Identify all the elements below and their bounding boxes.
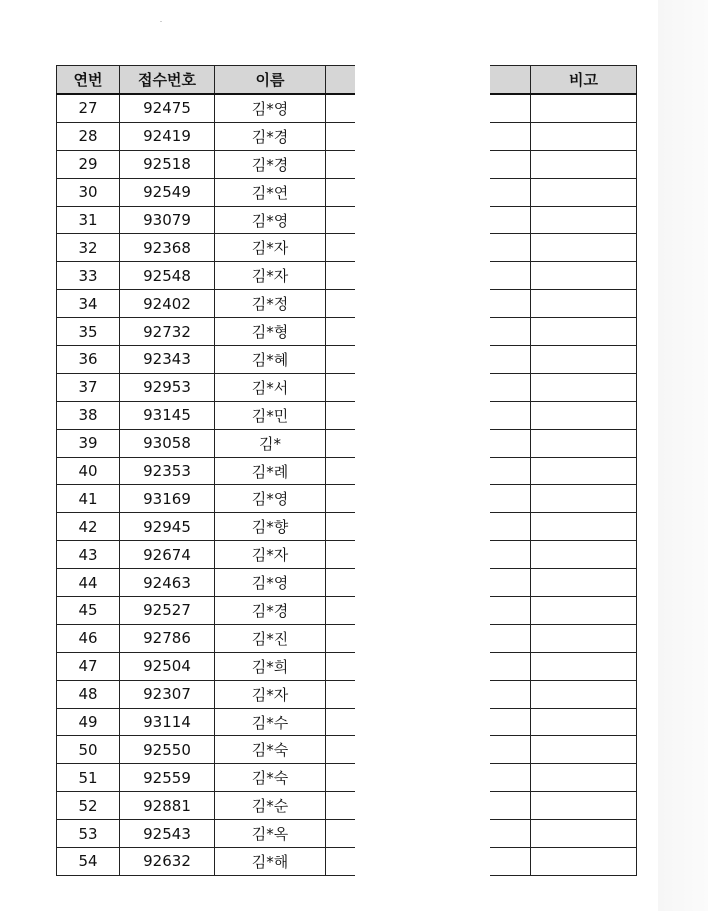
- cell-name: 김*영: [215, 206, 326, 234]
- cell-seq: 34: [57, 290, 120, 318]
- cell-receipt-no: 92543: [120, 820, 215, 848]
- cell-seq: 36: [57, 346, 120, 374]
- header-name: 이름: [215, 66, 326, 95]
- cell-seq: 27: [57, 94, 120, 122]
- cell-receipt-no: 92368: [120, 234, 215, 262]
- table-row: [57, 262, 637, 290]
- cell-receipt-no: 92343: [120, 346, 215, 374]
- cell-seq: 30: [57, 178, 120, 206]
- cell-seq: 35: [57, 318, 120, 346]
- cell-remark: [531, 597, 637, 625]
- cell-seq: 39: [57, 429, 120, 457]
- cell-remark: [531, 206, 637, 234]
- cell-receipt-no: 93169: [120, 485, 215, 513]
- cell-remark: [531, 234, 637, 262]
- table-row: [57, 624, 637, 652]
- cell-seq: 37: [57, 373, 120, 401]
- table-row: [57, 652, 637, 680]
- cell-remark: [531, 346, 637, 374]
- table-row: [57, 234, 637, 262]
- cell-name: 김*숙: [215, 764, 326, 792]
- table-row: [57, 178, 637, 206]
- cell-seq: 54: [57, 848, 120, 876]
- cell-receipt-no: 92463: [120, 569, 215, 597]
- cell-receipt-no: 92504: [120, 652, 215, 680]
- cell-remark: [531, 262, 637, 290]
- cell-receipt-no: 92945: [120, 513, 215, 541]
- cell-seq: 49: [57, 708, 120, 736]
- cell-receipt-no: 92674: [120, 541, 215, 569]
- cell-name: 김*영: [215, 485, 326, 513]
- table-row: [57, 318, 637, 346]
- cell-name: 김*옥: [215, 820, 326, 848]
- table-row: [57, 597, 637, 625]
- table-row: [57, 373, 637, 401]
- table-row: [57, 820, 637, 848]
- cell-name: 김*서: [215, 373, 326, 401]
- cell-remark: [531, 764, 637, 792]
- table-header: [57, 66, 637, 95]
- cell-name: 김*수: [215, 708, 326, 736]
- table-row: [57, 513, 637, 541]
- cell-seq: 41: [57, 485, 120, 513]
- cell-remark: [531, 848, 637, 876]
- cell-seq: 45: [57, 597, 120, 625]
- cell-name: 김*자: [215, 262, 326, 290]
- cell-seq: 38: [57, 401, 120, 429]
- cell-name: 김*정: [215, 290, 326, 318]
- table-row: [57, 150, 637, 178]
- cell-receipt-no: 92518: [120, 150, 215, 178]
- cell-receipt-no: 93058: [120, 429, 215, 457]
- cell-remark: [531, 541, 637, 569]
- cell-receipt-no: 92307: [120, 680, 215, 708]
- page-edge-shadow: [658, 0, 708, 911]
- cell-receipt-no: 92559: [120, 764, 215, 792]
- cell-remark: [531, 736, 637, 764]
- cell-name: 김*숙: [215, 736, 326, 764]
- cell-seq: 46: [57, 624, 120, 652]
- cell-receipt-no: 93079: [120, 206, 215, 234]
- cell-seq: 40: [57, 457, 120, 485]
- cell-seq: 32: [57, 234, 120, 262]
- cell-receipt-no: 92353: [120, 457, 215, 485]
- table-row: [57, 569, 637, 597]
- cell-remark: [531, 485, 637, 513]
- cell-receipt-no: 92632: [120, 848, 215, 876]
- table-row: [57, 206, 637, 234]
- cell-remark: [531, 150, 637, 178]
- redaction-block: [355, 60, 490, 880]
- cell-seq: 52: [57, 792, 120, 820]
- cell-remark: [531, 429, 637, 457]
- table-row: [57, 792, 637, 820]
- cell-remark: [531, 290, 637, 318]
- cell-seq: 47: [57, 652, 120, 680]
- cell-name: 김*연: [215, 178, 326, 206]
- cell-remark: [531, 373, 637, 401]
- header-receipt-no: 접수번호: [120, 66, 215, 95]
- cell-seq: 50: [57, 736, 120, 764]
- cell-name: 김*자: [215, 680, 326, 708]
- cell-name: 김*진: [215, 624, 326, 652]
- cell-name: 김*혜: [215, 346, 326, 374]
- header-remark: 비고: [531, 66, 637, 95]
- cell-receipt-no: 92548: [120, 262, 215, 290]
- cell-seq: 44: [57, 569, 120, 597]
- cell-name: 김*: [215, 429, 326, 457]
- header-row: [57, 66, 637, 95]
- cell-name: 김*경: [215, 150, 326, 178]
- table-row: [57, 541, 637, 569]
- table-row: [57, 736, 637, 764]
- cell-receipt-no: 92527: [120, 597, 215, 625]
- cell-receipt-no: 93145: [120, 401, 215, 429]
- table-row: [57, 346, 637, 374]
- cell-remark: [531, 318, 637, 346]
- table-row: [57, 122, 637, 150]
- cell-seq: 29: [57, 150, 120, 178]
- cell-name: 김*자: [215, 234, 326, 262]
- cell-seq: 43: [57, 541, 120, 569]
- cell-remark: [531, 708, 637, 736]
- table-row: [57, 764, 637, 792]
- cell-seq: 31: [57, 206, 120, 234]
- cell-remark: [531, 820, 637, 848]
- cell-name: 김*영: [215, 94, 326, 122]
- cell-receipt-no: 92881: [120, 792, 215, 820]
- cell-name: 김*경: [215, 122, 326, 150]
- table-row: [57, 94, 637, 122]
- cell-name: 김*해: [215, 848, 326, 876]
- cell-seq: 42: [57, 513, 120, 541]
- cell-receipt-no: 93114: [120, 708, 215, 736]
- cell-receipt-no: 92550: [120, 736, 215, 764]
- cell-name: 김*민: [215, 401, 326, 429]
- roster-table: [56, 65, 637, 876]
- table-row: [57, 290, 637, 318]
- cell-name: 김*희: [215, 652, 326, 680]
- table-row: [57, 708, 637, 736]
- cell-receipt-no: 92549: [120, 178, 215, 206]
- cell-seq: 53: [57, 820, 120, 848]
- cell-receipt-no: 92732: [120, 318, 215, 346]
- table-body: [57, 94, 637, 875]
- table-row: [57, 429, 637, 457]
- cell-remark: [531, 624, 637, 652]
- cell-name: 김*자: [215, 541, 326, 569]
- cell-remark: [531, 513, 637, 541]
- cell-remark: [531, 94, 637, 122]
- table-row: [57, 401, 637, 429]
- cell-name: 김*경: [215, 597, 326, 625]
- table-row: [57, 485, 637, 513]
- table-row: [57, 680, 637, 708]
- cell-remark: [531, 680, 637, 708]
- cell-seq: 28: [57, 122, 120, 150]
- cell-name: 김*영: [215, 569, 326, 597]
- cell-name: 김*례: [215, 457, 326, 485]
- cell-receipt-no: 92402: [120, 290, 215, 318]
- cell-remark: [531, 569, 637, 597]
- cell-remark: [531, 122, 637, 150]
- cell-remark: [531, 178, 637, 206]
- header-seq: 연번: [57, 66, 120, 95]
- cell-receipt-no: 92475: [120, 94, 215, 122]
- cell-receipt-no: 92953: [120, 373, 215, 401]
- cell-name: 김*형: [215, 318, 326, 346]
- cell-seq: 51: [57, 764, 120, 792]
- cell-seq: 33: [57, 262, 120, 290]
- cell-remark: [531, 401, 637, 429]
- scan-speck: [160, 21, 162, 22]
- table-row: [57, 848, 637, 876]
- table-row: [57, 457, 637, 485]
- cell-remark: [531, 457, 637, 485]
- cell-name: 김*향: [215, 513, 326, 541]
- cell-remark: [531, 792, 637, 820]
- cell-receipt-no: 92419: [120, 122, 215, 150]
- cell-name: 김*순: [215, 792, 326, 820]
- cell-seq: 48: [57, 680, 120, 708]
- cell-receipt-no: 92786: [120, 624, 215, 652]
- cell-remark: [531, 652, 637, 680]
